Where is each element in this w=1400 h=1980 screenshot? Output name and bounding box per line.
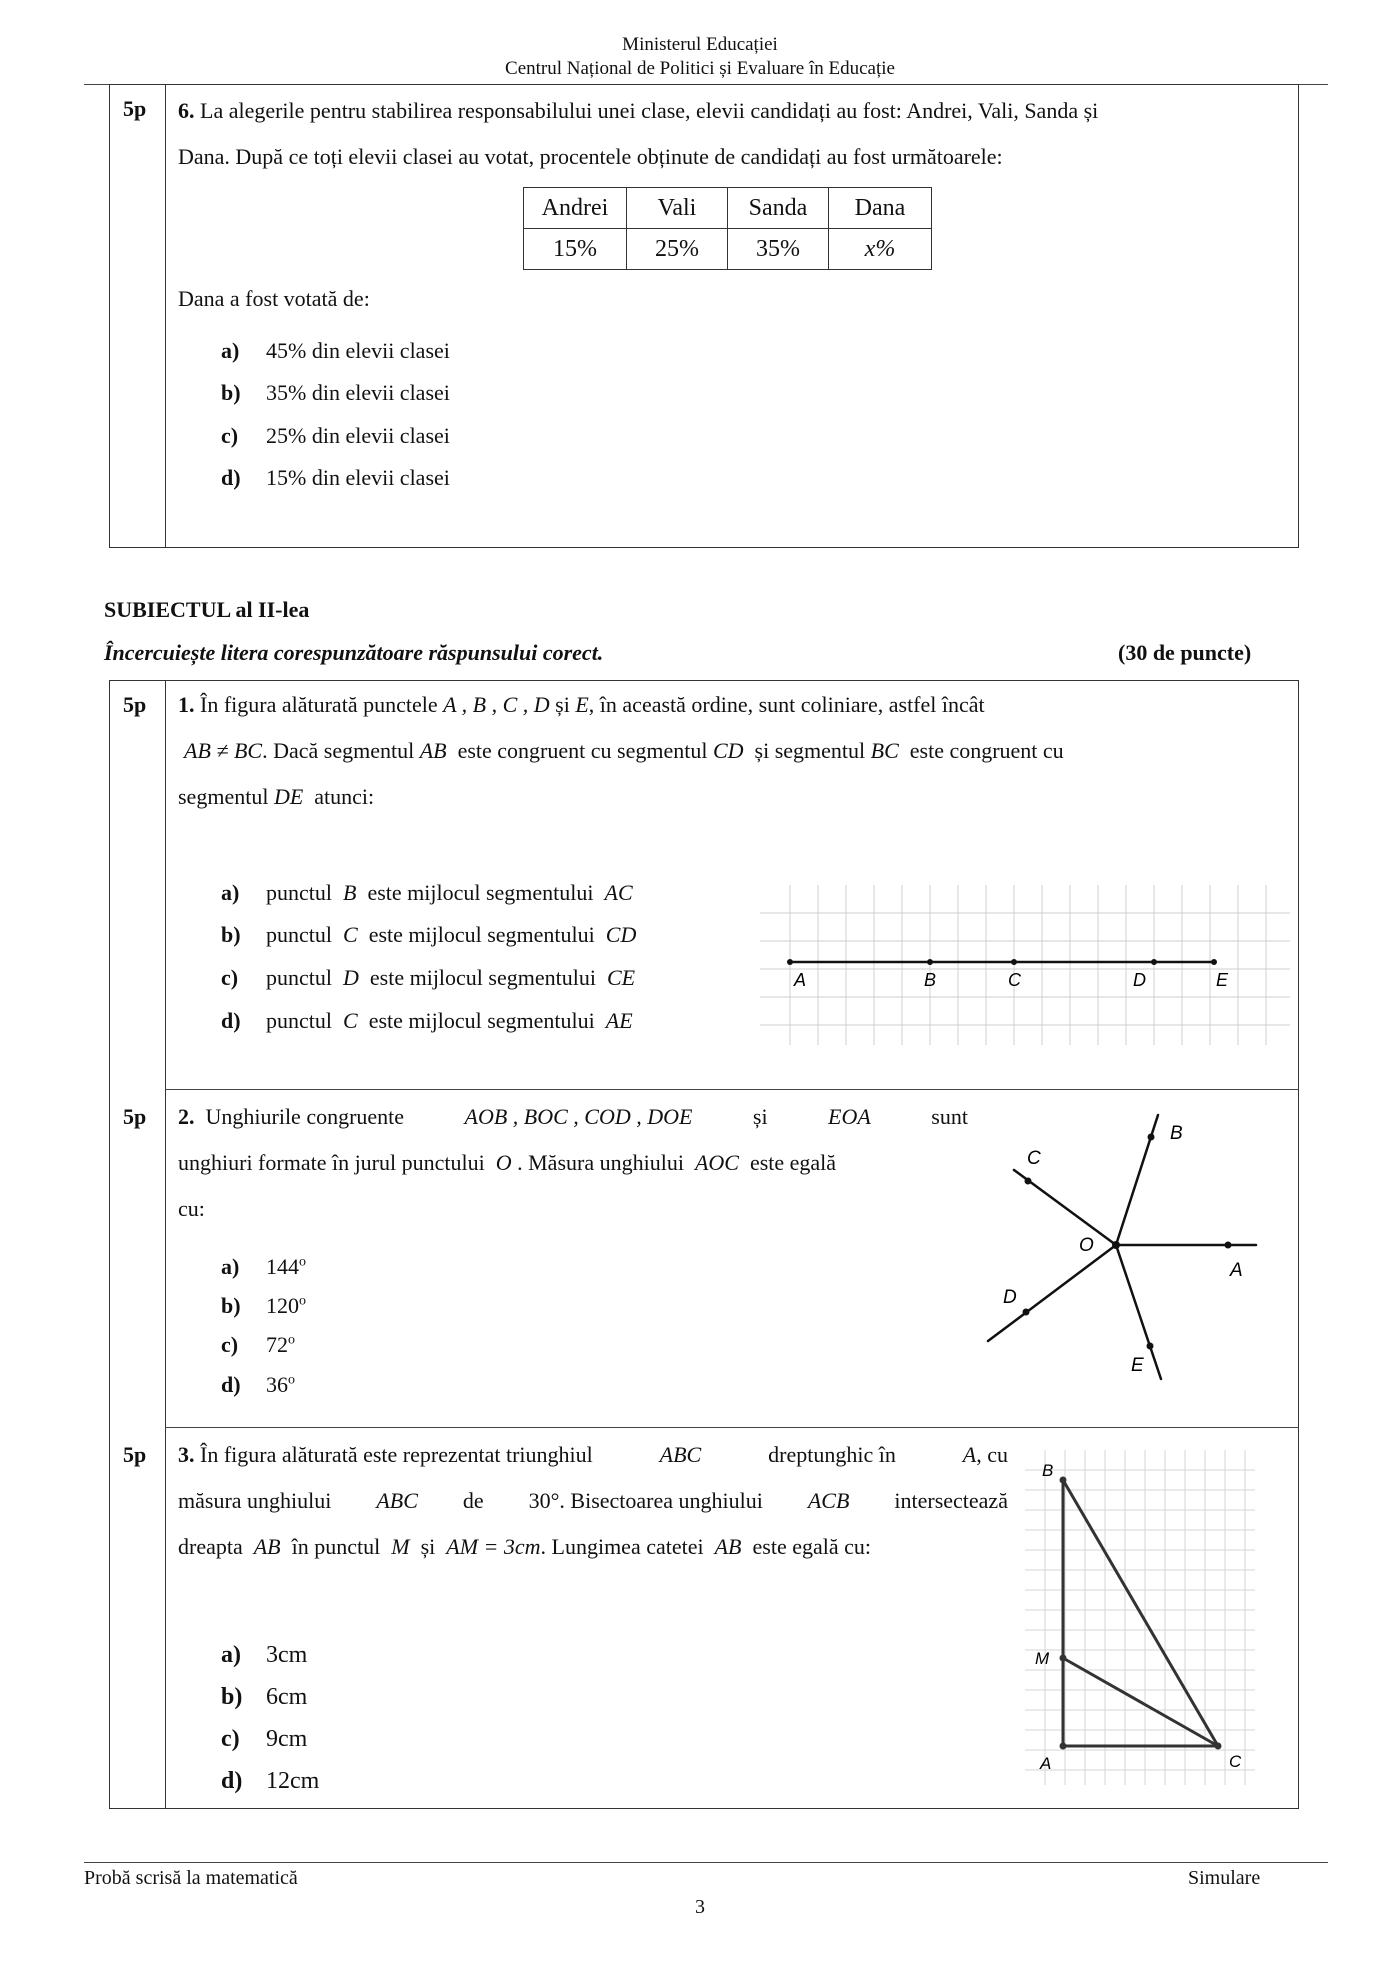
label-e: E <box>1131 1355 1144 1376</box>
vote-header-cell: Dana <box>829 188 932 229</box>
q1-option-b[interactable]: b) punctul C este mijlocul segmentului CD <box>221 922 637 947</box>
q6-text-line2: Dana. După ce toți elevii clasei au votat, procentele obținute de candidați au fost următoarele: <box>178 144 1003 169</box>
label-a: A <box>1230 1260 1243 1281</box>
q2-q3-divider <box>165 1427 1299 1428</box>
q2-figure <box>980 1105 1270 1395</box>
label-c: C <box>1027 1148 1041 1169</box>
footer-right: Simulare <box>1188 1867 1261 1889</box>
q1-option-c[interactable]: c) punctul D este mijlocul segmentului CE <box>221 965 636 990</box>
vote-value-cell: 25% <box>627 229 728 270</box>
footer-rule <box>84 1862 1328 1863</box>
label-e: E <box>1216 970 1229 990</box>
q1-q2-divider <box>165 1089 1299 1090</box>
q1-text-line3: segmentul DE atunci: <box>178 784 375 809</box>
q2-text-line3: cu: <box>178 1196 205 1221</box>
header-ministry: Ministerul Educației <box>622 34 778 55</box>
label-d: D <box>1133 970 1146 990</box>
label-c: C <box>1008 970 1021 990</box>
q3-text-line2: măsura unghiului ABC de 30°. Bisectoarea unghiului ACB intersectează <box>178 1488 1008 1513</box>
label-o: O <box>1079 1235 1094 1256</box>
q6-number: 6. <box>178 98 195 123</box>
q6-option-a[interactable]: a) 45% din elevii clasei <box>221 338 450 363</box>
q2-points: 5p <box>123 1104 147 1129</box>
label-a: A <box>794 970 807 990</box>
q6-prompt: Dana a fost votată de: <box>178 286 370 311</box>
section-title: SUBIECTUL al II-lea <box>104 597 310 622</box>
vote-value-cell: x% <box>829 229 932 270</box>
section-points: (30 de puncte) <box>1118 640 1252 665</box>
q1-option-a[interactable]: a) punctul B este mijlocul segmentului AC <box>221 880 633 905</box>
point-c <box>1011 959 1017 965</box>
point-d <box>1151 959 1157 965</box>
label-b: B <box>1042 1461 1054 1480</box>
vote-value-cell: 15% <box>524 229 627 270</box>
q2-option-a[interactable]: a) 144$^o$ <box>221 1254 306 1279</box>
point-a <box>787 959 793 965</box>
bisector-cm <box>1063 1658 1218 1746</box>
q6-option-d[interactable]: d) 15% din elevii clasei <box>221 465 450 490</box>
q1-option-d[interactable]: d) punctul C este mijlocul segmentului AE <box>221 1008 633 1033</box>
point-b <box>927 959 933 965</box>
label-b: B <box>924 970 937 990</box>
q3-option-d[interactable]: d) 12cm <box>221 1768 320 1794</box>
label-c: C <box>1229 1752 1242 1771</box>
section-instruction: Încercuiește litera corespunzătoare răspunsului corect. <box>104 640 604 665</box>
side-bc <box>1063 1480 1218 1746</box>
q1-text-line1: 1. În figura alăturată punctele A , B , C , D și E, în această ordine, sunt coliniare, astfel încât <box>178 692 985 717</box>
q1-text-line2: AB ≠ BC. Dacă segmentul AB este congruent cu segmentul CD și segmentul BC este congruent cu <box>184 738 1064 763</box>
q6-text1: La alegerile pentru stabilirea responsabilului unei clase, elevii candidați au fost: Andrei, Vali, Sanda și <box>200 98 1099 123</box>
q6-option-b[interactable]: b) 35% din elevii clasei <box>221 380 450 405</box>
label-d: D <box>1003 1287 1017 1308</box>
vote-header-cell: Sanda <box>728 188 829 229</box>
q2-option-b[interactable]: b) 120$^o$ <box>221 1293 306 1318</box>
vote-table-values <box>524 229 932 270</box>
label-m: M <box>1035 1649 1050 1668</box>
q6-points: 5p <box>123 96 147 121</box>
page-number: 3 <box>695 1896 705 1918</box>
q3-points: 5p <box>123 1442 147 1467</box>
point-o <box>1112 1241 1120 1249</box>
q3-option-c[interactable]: c) 9cm <box>221 1726 308 1752</box>
q3-text-line3: dreapta AB în punctul M și AM = 3cm. Lungimea catetei AB este egală cu: <box>178 1534 871 1559</box>
q2-text-line1: 2. Unghiurile congruente AOB , BOC , COD , DOE și EOA sunt <box>178 1104 968 1129</box>
q6-text-line1 <box>178 88 1288 134</box>
vote-value-cell: 35% <box>728 229 829 270</box>
q1-points: 5p <box>123 692 147 717</box>
q3-figure <box>1025 1450 1255 1785</box>
vote-table <box>523 187 932 270</box>
q6-option-c[interactable]: c) 25% din elevii clasei <box>221 423 450 448</box>
header-center: Centrul Național de Politici și Evaluare în Educație <box>505 58 895 79</box>
point-e <box>1211 959 1217 965</box>
vote-header-cell: Vali <box>627 188 728 229</box>
footer-left: Probă scrisă la matematică <box>84 1867 298 1889</box>
q2-text-line2: unghiuri formate în jurul punctului O . Măsura unghiului AOC este egală <box>178 1150 837 1175</box>
label-a: A <box>1040 1754 1052 1773</box>
q3-option-b[interactable]: b) 6cm <box>221 1684 308 1710</box>
q3-text-line1: 3. În figura alăturată este reprezentat triunghiul ABC dreptunghic în A, cu <box>178 1442 1008 1467</box>
label-b: B <box>1170 1123 1183 1144</box>
vote-table-header <box>524 188 932 229</box>
q1-figure <box>760 885 1290 1045</box>
q2-option-c[interactable]: c) 72$^o$ <box>221 1332 295 1357</box>
vote-header-cell: Andrei <box>524 188 627 229</box>
q3-option-a[interactable]: a) 3cm <box>221 1642 308 1668</box>
q2-option-d[interactable]: d) 36$^o$ <box>221 1372 295 1397</box>
